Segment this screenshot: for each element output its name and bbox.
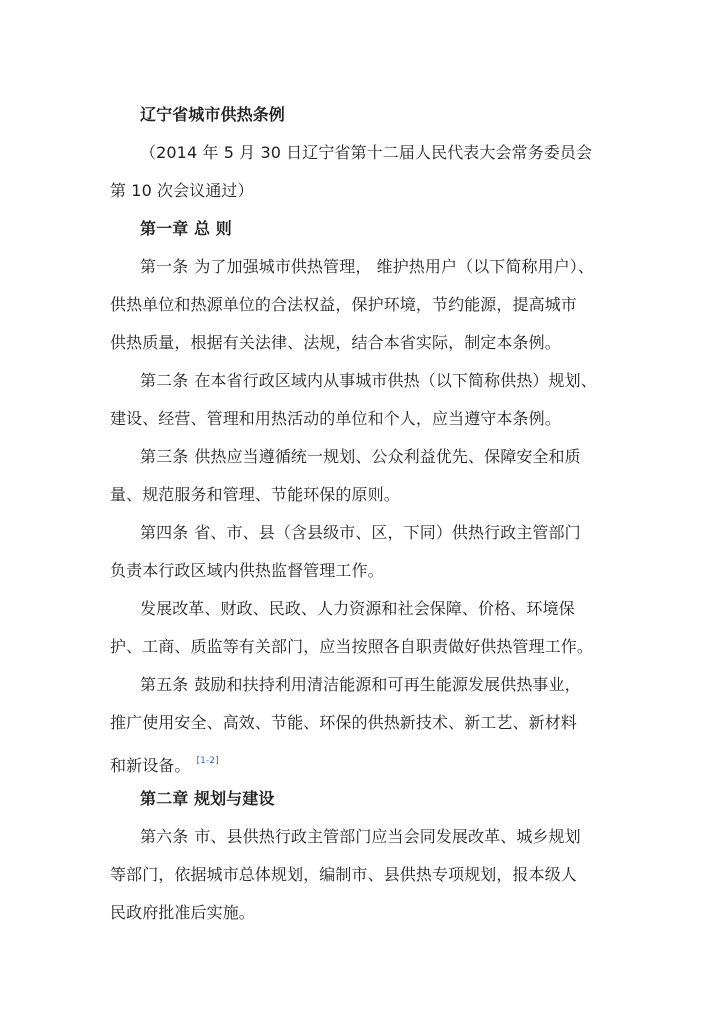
article-1-line-2: 供热单位和热源单位的合法权益，保护环境，节约能源，提高城市 — [110, 295, 577, 314]
article-5-line-2: 推广使用安全、高效、节能、环保的供热新技术、新工艺、新材料 — [110, 713, 577, 732]
article-6-label: 第六条 — [140, 827, 189, 846]
article-5-line-3 — [110, 742, 630, 780]
article-4-para-2-line-1: 发展改革、财政、民政、人力资源和社会保障、价格、环境保 — [140, 599, 575, 618]
article-4-text: 省、市、县（含县级市、区，下同）供热行政主管部门 — [194, 523, 581, 542]
article-4-line-2: 负责本行政区域内供热监督管理工作。 — [110, 561, 384, 580]
article-4-label: 第四条 — [140, 523, 189, 542]
article-6-line-3: 民政府批准后实施。 — [110, 903, 255, 922]
adoption-note-line-2: 第 10 次会议通过） — [110, 181, 254, 200]
article-3-line-1 — [110, 438, 630, 476]
article-5-text: 鼓励和扶持利用清洁能源和可再生能源发展供热事业， — [194, 675, 581, 694]
document-title: 辽宁省城市供热条例 — [140, 105, 285, 124]
article-2-line-2: 建设、经营、管理和用热活动的单位和个人，应当遵守本条例。 — [110, 409, 561, 428]
article-2-text: 在本省行政区域内从事城市供热（以下简称供热）规划、 — [194, 371, 597, 390]
article-1-label: 第一条 — [140, 257, 189, 276]
citation-link[interactable]: [1-2] — [196, 756, 219, 766]
article-1-text: 为了加强城市供热管理， 维护热用户（以下简称用户）、 — [194, 257, 594, 276]
document-body — [110, 96, 630, 932]
article-6-line-2: 等部门，依据城市总体规划，编制市、县供热专项规划，报本级人 — [110, 865, 577, 884]
article-4-para-2-line-2: 护、工商、质监等有关部门，应当按照各自职责做好供热管理工作。 — [110, 637, 594, 656]
article-3-line-2: 量、规范服务和管理、节能环保的原则。 — [110, 485, 400, 504]
article-6-line-1 — [110, 818, 630, 856]
article-4-line-1 — [110, 514, 630, 552]
article-2-line-1 — [110, 362, 630, 400]
article-5-line-1 — [110, 666, 630, 704]
chapter-2-heading: 第二章 规划与建设 — [140, 789, 275, 808]
chapter-1-heading: 第一章 总 则 — [140, 219, 232, 238]
adoption-note-line-1: （2014 年 5 月 30 日辽宁省第十二届人民代表大会常务委员会 — [140, 143, 593, 162]
article-5-label: 第五条 — [140, 675, 189, 694]
article-2-label: 第二条 — [140, 371, 189, 390]
article-6-text: 市、县供热行政主管部门应当会同发展改革、城乡规划 — [194, 827, 581, 846]
article-1-line-1 — [110, 248, 630, 286]
article-3-label: 第三条 — [140, 447, 189, 466]
article-1-line-3: 供热质量，根据有关法律、法规，结合本省实际，制定本条例。 — [110, 333, 561, 352]
article-3-text: 供热应当遵循统一规划、公众利益优先、保障安全和质 — [194, 447, 581, 466]
article-5-text-end: 和新设备。 — [110, 756, 191, 775]
